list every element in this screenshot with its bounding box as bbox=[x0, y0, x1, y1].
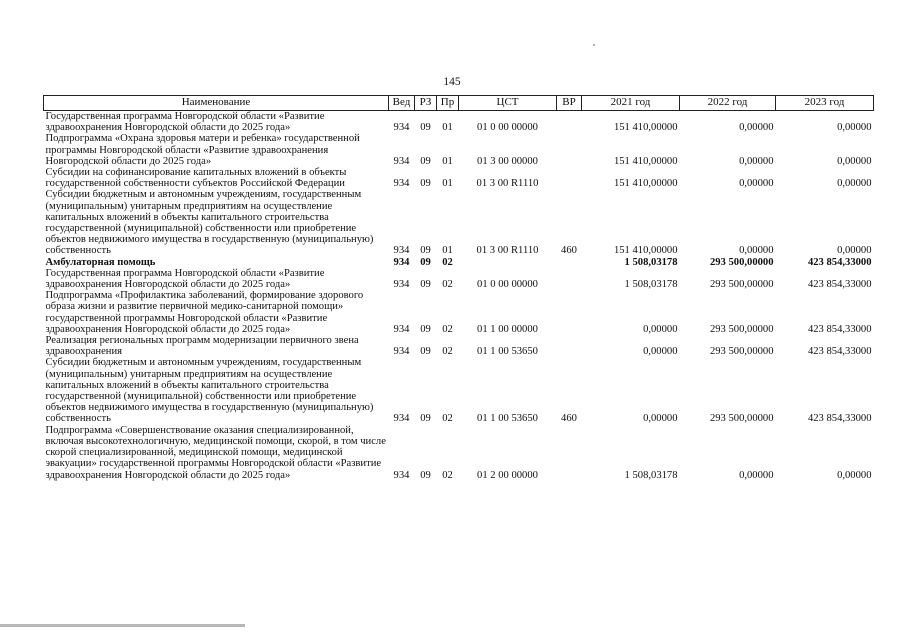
table-body bbox=[44, 111, 874, 481]
row-name: Субсидии бюджетным и автономным учреждениям, государственным (муниципальным) унитарным предприятиям на осуществление капитальных вложений в объекты капитального строительства государственной (муниципальной) собственности или приобретение объектов недвижимого имущества в государственную (муниципальную) собственность bbox=[45, 357, 374, 425]
row-name: Субсидии на софинансирование капитальных вложений в объекты государственной собственности субъектов Российской Федерации bbox=[45, 167, 347, 190]
row-vr bbox=[557, 268, 582, 290]
row-name: Подпрограмма «Охрана здоровья матери и ребенка» государственной программы Новгородской области «Развитие здравоохранения Новгородской области до 2025 года» bbox=[45, 133, 360, 167]
row-amount-2022: 293 500,00000 bbox=[709, 346, 774, 358]
scan-edge-line bbox=[0, 624, 245, 627]
row-vr bbox=[557, 167, 582, 189]
row-name: Амбулаторная помощь bbox=[45, 256, 156, 268]
row-amount-2021: 151 410,00000 bbox=[613, 178, 678, 190]
table-row bbox=[44, 335, 874, 357]
row-amount-2022: 293 500,00000 bbox=[709, 279, 774, 291]
row-pr: 02 bbox=[442, 469, 453, 481]
row-cst: 01 0 00 00000 bbox=[477, 279, 538, 291]
row-vr bbox=[557, 133, 582, 167]
table-row bbox=[44, 257, 874, 268]
row-ved: 934 bbox=[393, 256, 410, 268]
header-vr: ВР bbox=[557, 96, 582, 111]
row-amount-2021: 151 410,00000 bbox=[613, 122, 678, 134]
table-header-row bbox=[44, 96, 874, 111]
row-cst: 01 2 00 00000 bbox=[477, 469, 538, 481]
row-ved: 934 bbox=[393, 279, 410, 291]
table-row bbox=[44, 268, 874, 290]
row-cst: 01 0 00 00000 bbox=[477, 122, 538, 134]
row-amount-2022: 293 500,00000 bbox=[709, 413, 774, 425]
row-rz: 09 bbox=[420, 178, 431, 190]
page-number: 145 bbox=[443, 76, 461, 88]
row-vr bbox=[557, 257, 582, 268]
table-row bbox=[44, 425, 874, 481]
row-cst: 01 3 00 R1110 bbox=[476, 245, 539, 257]
row-amount-2022: 0,00000 bbox=[739, 469, 774, 481]
row-vr: 460 bbox=[561, 413, 577, 425]
row-cst: 01 1 00 53650 bbox=[477, 413, 538, 425]
row-rz: 09 bbox=[420, 323, 431, 335]
row-amount-2023: 423 854,33000 bbox=[807, 323, 872, 335]
row-amount-2023: 423 854,33000 bbox=[807, 256, 872, 268]
row-ved: 934 bbox=[393, 469, 410, 481]
row-vr bbox=[557, 425, 582, 481]
table-row bbox=[44, 357, 874, 424]
row-amount-2023: 423 854,33000 bbox=[807, 279, 872, 291]
row-amount-2021: 1 508,03178 bbox=[624, 469, 678, 481]
row-pr: 02 bbox=[442, 346, 453, 358]
table-row bbox=[44, 189, 874, 256]
header-2022: 2022 год bbox=[680, 96, 776, 111]
header-ved: Вед bbox=[389, 96, 415, 111]
row-amount-2023: 0,00000 bbox=[837, 178, 872, 190]
row-pr: 02 bbox=[442, 256, 453, 268]
row-cst: 01 1 00 53650 bbox=[477, 346, 538, 358]
row-name: Субсидии бюджетным и автономным учреждениям, государственным (муниципальным) унитарным предприятиям на осуществление капитальных вложений в объекты капитального строительства государственной (муниципальной) собственности или приобретение объектов недвижимого имущества в государственную (муниципальную) собственность bbox=[45, 189, 374, 257]
row-ved: 934 bbox=[393, 178, 410, 190]
row-cst: 01 3 00 R1110 bbox=[476, 178, 539, 190]
row-amount-2022: 0,00000 bbox=[739, 178, 774, 190]
row-rz: 09 bbox=[420, 245, 431, 257]
row-amount-2022: 293 500,00000 bbox=[709, 323, 774, 335]
row-ved: 934 bbox=[393, 323, 410, 335]
row-rz: 09 bbox=[420, 469, 431, 481]
row-amount-2023: 423 854,33000 bbox=[807, 346, 872, 358]
row-vr bbox=[557, 290, 582, 335]
row-cst: 01 3 00 00000 bbox=[477, 155, 538, 167]
row-amount-2021: 0,00000 bbox=[643, 413, 678, 425]
row-amount-2022: 0,00000 bbox=[739, 155, 774, 167]
row-ved: 934 bbox=[393, 122, 410, 134]
header-cst: ЦСТ bbox=[459, 96, 557, 111]
row-amount-2021: 151 410,00000 bbox=[613, 155, 678, 167]
row-amount-2021: 151 410,00000 bbox=[613, 245, 678, 257]
row-amount-2022: 0,00000 bbox=[739, 122, 774, 134]
row-cst bbox=[459, 257, 557, 268]
row-pr: 02 bbox=[442, 323, 453, 335]
row-cst: 01 1 00 00000 bbox=[477, 323, 538, 335]
row-name: Подпрограмма «Профилактика заболеваний, формирование здорового образа жизни и развитие первичной медико-санитарной помощи» государственной программы Новгородской области «Развитие здравоохранения Новгородской области до 2025 года» bbox=[45, 290, 364, 335]
row-amount-2021: 1 508,03178 bbox=[624, 256, 678, 268]
row-amount-2022: 293 500,00000 bbox=[709, 256, 774, 268]
row-rz: 09 bbox=[420, 122, 431, 134]
row-pr: 01 bbox=[442, 245, 453, 257]
row-amount-2021: 0,00000 bbox=[643, 346, 678, 358]
row-ved: 934 bbox=[393, 245, 410, 257]
row-rz: 09 bbox=[420, 279, 431, 291]
row-amount-2021: 0,00000 bbox=[643, 323, 678, 335]
row-name: Государственная программа Новгородской области «Развитие здравоохранения Новгородской области до 2025 года» bbox=[45, 111, 325, 134]
table-row bbox=[44, 111, 874, 134]
header-pr: Пр bbox=[437, 96, 459, 111]
row-pr: 01 bbox=[442, 155, 453, 167]
row-pr: 01 bbox=[442, 122, 453, 134]
row-ved: 934 bbox=[393, 155, 410, 167]
header-2023: 2023 год bbox=[776, 96, 874, 111]
row-ved: 934 bbox=[393, 413, 410, 425]
row-amount-2021: 1 508,03178 bbox=[624, 279, 678, 291]
row-amount-2023: 0,00000 bbox=[837, 245, 872, 257]
row-name: Подпрограмма «Совершенствование оказания специализированной, включая высокотехнологичную, медицинской помощи, скорой, в том числе скорой специализированной, медицинской помощи, медицинской эвакуации» государственной программы Новгородской области «Развитие здравоохранения Новгородской области до 2025 года» bbox=[45, 424, 386, 481]
header-2021: 2021 год bbox=[582, 96, 680, 111]
row-name: Реализация региональных программ модернизации первичного звена здравоохранения bbox=[45, 335, 359, 358]
table-row bbox=[44, 133, 874, 167]
row-ved: 934 bbox=[393, 346, 410, 358]
table-row bbox=[44, 167, 874, 189]
row-amount-2023: 0,00000 bbox=[837, 122, 872, 134]
row-pr: 02 bbox=[442, 279, 453, 291]
row-pr: 01 bbox=[442, 178, 453, 190]
budget-table bbox=[43, 95, 874, 481]
row-vr: 460 bbox=[561, 245, 577, 257]
row-amount-2023: 423 854,33000 bbox=[807, 413, 872, 425]
row-rz: 09 bbox=[420, 155, 431, 167]
scan-speck bbox=[593, 44, 595, 46]
header-name: Наименование bbox=[44, 96, 389, 111]
row-name: Государственная программа Новгородской области «Развитие здравоохранения Новгородской области до 2025 года» bbox=[45, 267, 325, 291]
header-rz: РЗ bbox=[415, 96, 437, 111]
table-row bbox=[44, 290, 874, 335]
row-vr bbox=[557, 111, 582, 134]
row-rz: 09 bbox=[420, 256, 431, 268]
row-vr bbox=[557, 335, 582, 357]
row-pr: 02 bbox=[442, 413, 453, 425]
row-amount-2023: 0,00000 bbox=[837, 155, 872, 167]
row-amount-2023: 0,00000 bbox=[837, 469, 872, 481]
row-rz: 09 bbox=[420, 346, 431, 358]
row-rz: 09 bbox=[420, 413, 431, 425]
row-amount-2022: 0,00000 bbox=[739, 245, 774, 257]
